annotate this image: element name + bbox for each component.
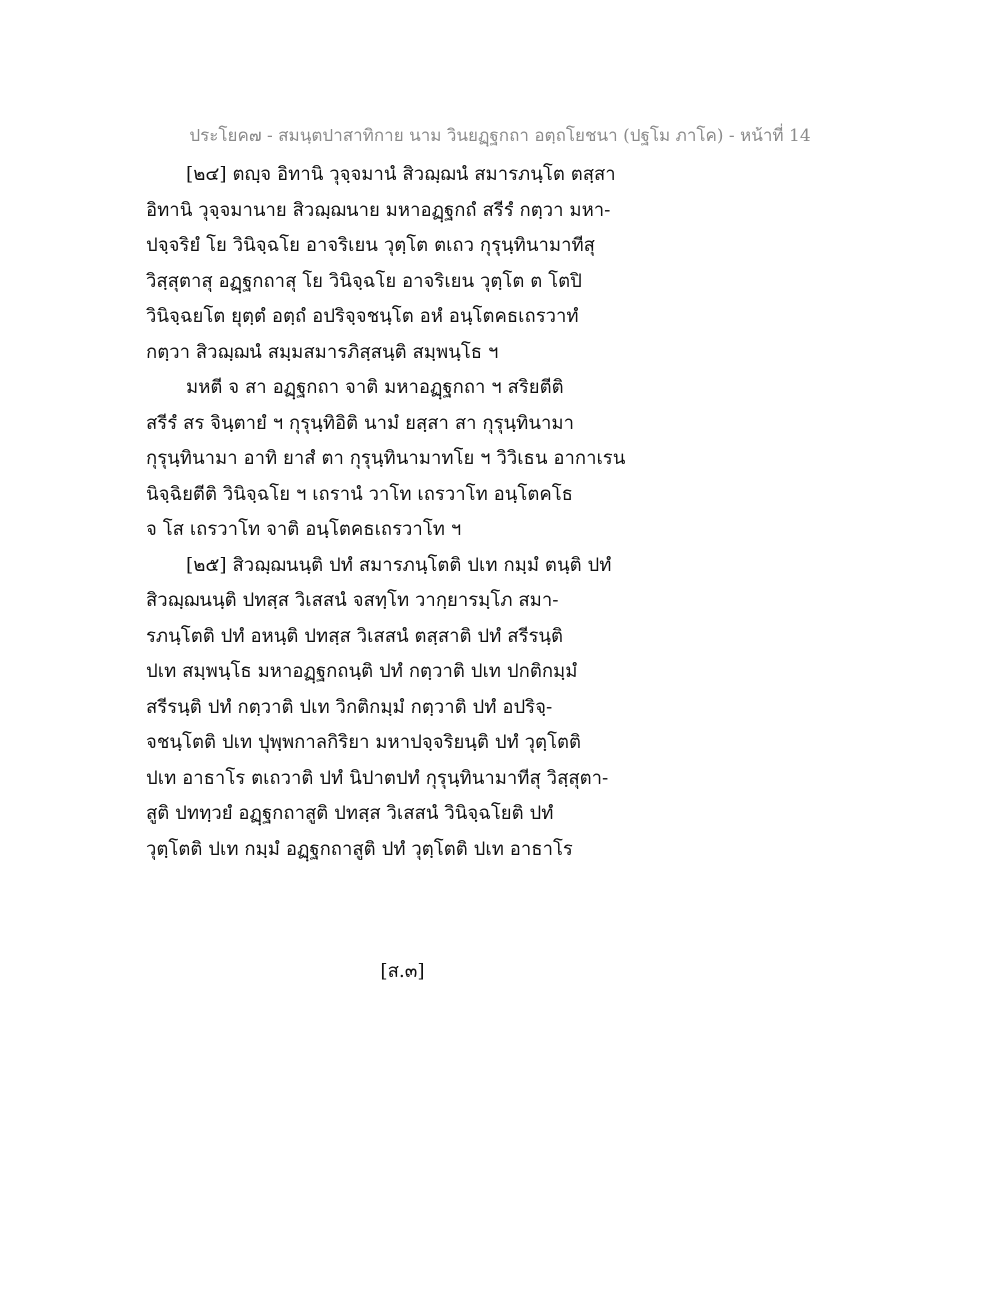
paragraph-3-line-2: สิวฌฺฌนนฺติ ปทสฺส วิเสสนํ จสทฺโท วากฺยารมฺโภ สมา- [146,590,559,611]
paragraph-3-line-6: จชนฺโตติ ปเท ปุพฺพกาลกิริยา มหาปจฺจริยนฺติ ปทํ วุตฺโตติ [146,732,582,753]
body-text [146,157,866,867]
paragraph-2-line-2: สรีรํ สร จินฺตายํ ฯ กุรุนฺทิอิติ นามํ ยสฺสา สา กุรุนฺทินามา [146,412,574,434]
page-header: ประโยค๗ - สมนฺตปาสาทิกาย นาม วินยฏฺฐกถา อตฺถโยชนา (ปฐโม ภาโค) - หน้าที่ 14 [189,126,811,146]
paragraph-2-line-4: นิจฺฉิยตีติ วินิจฺฉโย ฯ เถรานํ วาโท เถรวาโท อนฺโตคโธ [146,483,573,505]
paragraph-1-line-3: ปจฺจริยํ โย วินิจฺฉโย อาจริเยน วุตฺโต ตเถว กุรุนฺทินามาทีสุ [146,235,595,256]
paragraph-1-line-2: อิทานิ วุจฺจมานาย สิวฌฺฌนาย มหาอฏฺฐกถํ สรีรํ กตฺวา มหา- [146,199,611,221]
paragraph-3-line-1: [๒๕] สิวฌฺฌนนฺติ ปทํ สมารภนฺโตติ ปเท กมฺมํ ตนฺติ ปทํ [186,554,612,576]
paragraph-3-line-8: สูติ ปททฺวยํ อฏฺฐกถาสูติ ปทสฺส วิเสสนํ วินิจฺฉโยติ ปทํ [146,803,554,824]
paragraph-3-line-9: วุตฺโตติ ปเท กมฺมํ อฏฺฐกถาสูติ ปทํ วุตฺโตติ ปเท อาธาโร [146,838,573,860]
paragraph-1-line-1: [๒๔] ตญฺจ อิทานิ วุจฺจมานํ สิวฌฺฌนํ สมารภนฺโต ตสฺสา [186,164,616,185]
paragraph-3-line-3: รภนฺโตติ ปทํ อหนฺติ ปทสฺส วิเสสนํ ตสฺสาติ ปทํ สรีรนฺติ [146,625,564,647]
paragraph-3-line-4: ปเท สมฺพนฺโธ มหาอฏฺฐกถนฺติ ปทํ กตฺวาติ ปเท ปกติกมฺมํ [146,661,578,682]
paragraph-3-line-5: สรีรนฺติ ปทํ กตฺวาติ ปเท วิกติกมฺมํ กตฺวาติ ปทํ อปริจฺ- [146,696,553,718]
signature-mark: [ส.๓] [380,961,425,982]
paragraph-1-line-5: วินิจฺฉยโต ยุตฺตํ อตฺถํ อปริจฺจชนฺโต อหํ อนฺโตคธเถรวาทํ [146,306,579,327]
paragraph-1-line-6: กตฺวา สิวฌฺฌนํ สมฺมสมารภิสฺสนฺติ สมฺพนฺโธ ฯ [146,341,499,363]
paragraph-2-line-5: จ โส เถรวาโท จาติ อนฺโตคธเถรวาโท ฯ [146,519,462,540]
paragraph-3-line-7: ปเท อาธาโร ตเถวาติ ปทํ นิปาตปทํ กุรุนฺทินามาทีสุ วิสฺสุตา- [146,767,609,789]
paragraph-1-line-4: วิสฺสุตาสุ อฏฺฐกถาสุ โย วินิจฺฉโย อาจริเยน วุตฺโต ต โตปิ [146,270,582,292]
paragraph-2-line-3: กุรุนฺทินามา อาทิ ยาสํ ตา กุรุนฺทินามาทโย ฯ วิวิเธน อากาเรน [146,448,626,469]
paragraph-2-line-1: มหตี จ สา อฏฺฐกถา จาติ มหาอฏฺฐกถา ฯ สริยตีติ [186,377,564,398]
